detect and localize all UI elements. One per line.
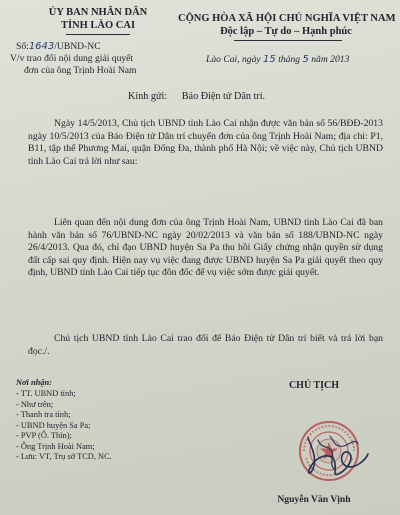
date-month: 5	[302, 54, 309, 65]
document-number-handwritten: 1643	[28, 41, 55, 52]
national-motto: Độc lập – Tự do – Hạnh phúc	[220, 26, 352, 37]
date-day: 15	[263, 54, 276, 65]
subject-line-1: V/v trao đổi nội dung giải quyết	[10, 53, 134, 64]
recipients-item: - Lưu: VT, Trụ sở TCD, NC.	[16, 452, 112, 461]
national-title: CỘNG HÒA XÃ HỘI CHỦ NGHĨA VIỆT NAM	[178, 13, 396, 24]
recipients-item: - Ông Trịnh Hoài Nam;	[16, 441, 95, 451]
document-number-prefix: Số:	[16, 41, 29, 52]
date-year: năm 2013	[311, 54, 350, 65]
agency-province: TỈNH LÀO CAI	[60, 20, 136, 31]
signatory-title: CHỦ TỊCH	[288, 380, 340, 391]
recipients-item: - Như trên;	[16, 399, 54, 409]
recipient-label: Kính gửi:	[128, 91, 168, 102]
recipients-title: Nơi nhận:	[16, 378, 52, 387]
date-place: Lào Cai, ngày	[206, 54, 261, 65]
document-number-suffix: /UBND-NC	[54, 41, 101, 52]
recipients-item: - TT. UBND tỉnh;	[16, 389, 76, 398]
recipient-name: Báo Điện tử Dân trí.	[181, 91, 266, 102]
agency-name: ỦY BAN NHÂN DÂN	[48, 7, 148, 18]
motto-underline	[234, 40, 342, 41]
document-date	[206, 54, 349, 66]
recipient-line	[128, 91, 265, 102]
document-number	[16, 41, 101, 53]
agency-underline	[66, 34, 130, 35]
date-month-label: tháng	[278, 54, 301, 65]
body-paragraph-3: Chủ tịch UBND tỉnh Lào Cai trao đổi để Báo Điện tử Dân trí biết và trả lời bạn đọc./.	[28, 333, 383, 357]
signatory-name: Nguyễn Văn Vịnh	[277, 494, 351, 505]
subject-line-2: đơn của ông Trịnh Hoài Nam	[24, 65, 137, 76]
recipients-item: - UBND huyện Sa Pa;	[16, 420, 91, 430]
recipients-item: - PVP (Ô. Thìn);	[16, 431, 72, 440]
body-paragraph-1: Ngày 14/5/2013, Chủ tịch UBND tỉnh Lào Cai nhận được văn bản số 56/BĐĐ-2013 ngày 10/5/2013 của Báo Điện tử Dân trí chuyển đơn của ông Trịnh Hoài Nam; địa chỉ: P1, B11, tập thể Phương Mai, quận Đống Đa, thành phố Hà Nội; về việc này, Chủ tịch UBND tỉnh Lào Cai trả lời như sau:	[28, 118, 383, 167]
recipients-item: - Thanh tra tỉnh;	[16, 410, 71, 419]
body-paragraph-2: Liên quan đến nội dung đơn của ông Trịnh Hoài Nam, UBND tỉnh Lào Cai đã ban hành văn bản số 76/UBND-NC ngày 20/02/2013 và văn bản số 188/UBND-NC ngày 26/4/2013. Qua đó, chỉ đạo UBND huyện Sa Pa thu hồi Giấy chứng nhận quyền sử dụng đất cấp sai quy định. Hiện nay vụ việc đang được UBND huyện Sa Pa giải quyết theo quy định, UBND tỉnh Lào Cai tiếp tục đôn đốc để vụ việc sớm được giải quyết.	[28, 217, 383, 279]
